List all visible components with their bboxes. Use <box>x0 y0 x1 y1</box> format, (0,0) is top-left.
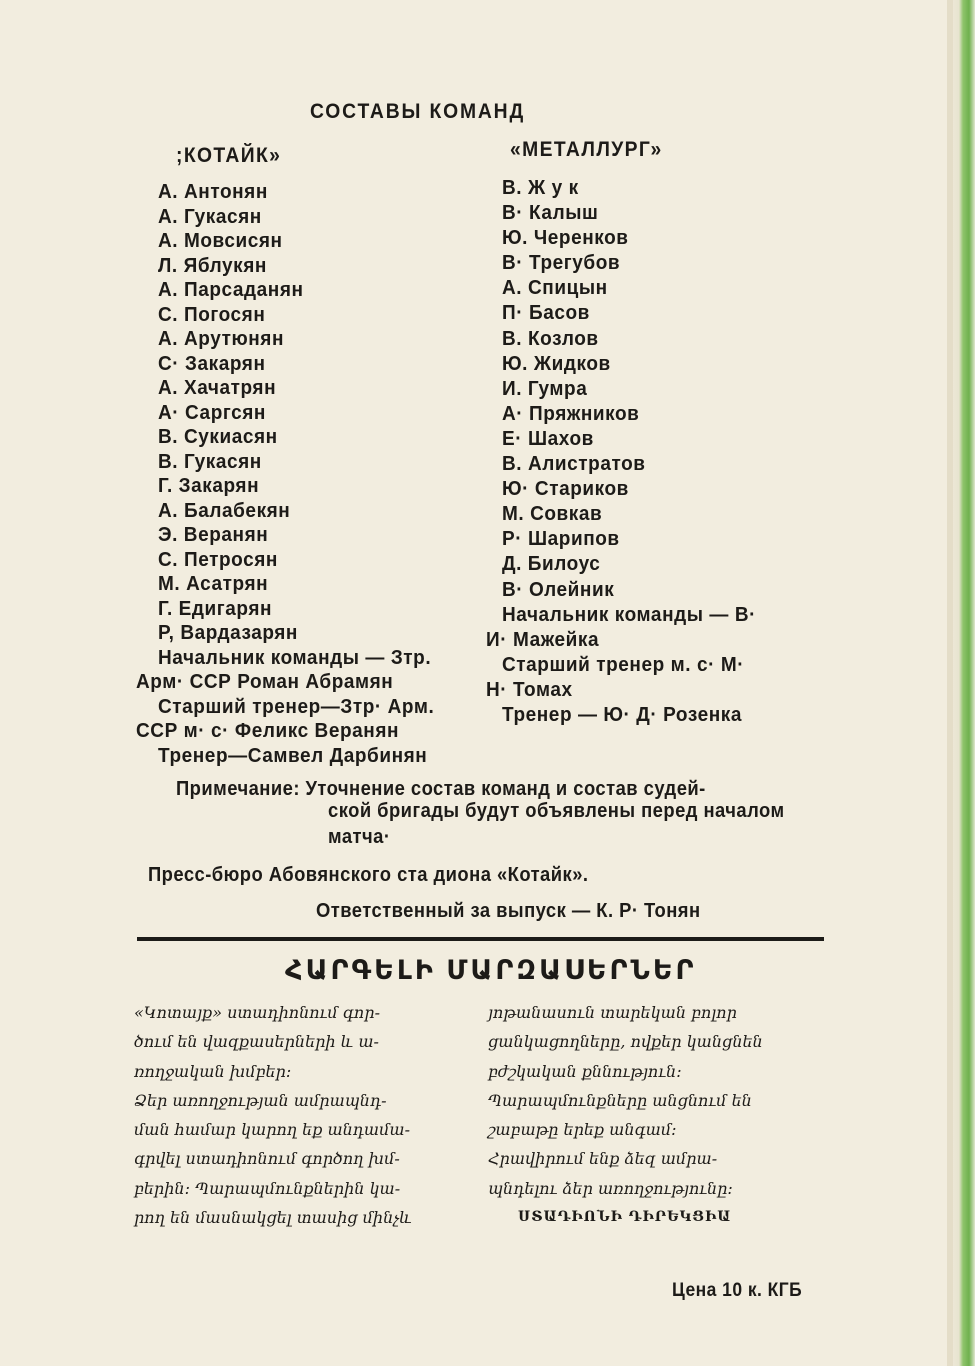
armenian-text-line: ռողջական խմբեր։ <box>134 1061 292 1081</box>
armenian-text-line: ման համար կարող եք անդամա- <box>134 1120 410 1140</box>
staff-line: Тренер—Самвел Дарбинян <box>158 744 428 767</box>
player-name: А· Саргсян <box>158 401 266 424</box>
page-title: СОСТАВЫ КОМАНД <box>310 100 526 123</box>
staff-line: Начальник команды — Зтр. <box>158 646 432 669</box>
responsible: Ответственный за выпуск — К. Р· Тонян <box>316 900 701 922</box>
player-name: Ю· Стариков <box>502 478 629 501</box>
player-name: А· Пряжников <box>502 402 640 425</box>
green-edge <box>953 0 975 1366</box>
staff-line: И· Мажейка <box>486 628 600 651</box>
metallurg-roster <box>486 176 769 728</box>
player-name: Л. Яблукян <box>158 254 267 277</box>
armenian-text-line: ծում են վազքասերների և ա- <box>134 1032 379 1052</box>
player-name: В. Козлов <box>502 327 599 350</box>
player-name: П· Басов <box>502 302 590 325</box>
player-name: А. Спицын <box>502 277 608 300</box>
note-line: Примечание: Уточнение состав команд и состав судей- <box>176 778 706 800</box>
player-name: В· Калыш <box>502 202 599 225</box>
kotayk-roster <box>136 180 449 768</box>
player-name: С. Погосян <box>158 303 266 326</box>
armenian-title: ՀԱՐԳԵԼԻ ՄԱՐԶԱՍԵՐՆԵՐ <box>285 955 697 985</box>
armenian-text-line: Հրավիրում ենք ձեզ ամրա- <box>488 1149 718 1169</box>
player-name: А. Парсаданян <box>158 279 304 301</box>
armenian-text-line: բերին։ Պարապմունքներին կա- <box>134 1178 401 1198</box>
divider <box>137 937 824 941</box>
staff-line: Начальник команды — В· <box>502 603 757 626</box>
player-name: В· Олейник <box>502 578 615 601</box>
press-bureau: Пресс-бюро Абовянского ста диона «Котайк». <box>148 864 589 886</box>
armenian-text-line: պնդելու ձեր առողջությունը։ <box>488 1178 733 1198</box>
armenian-right-column <box>488 998 833 1232</box>
price: Цена 10 к. КГБ <box>672 1280 803 1301</box>
armenian-text-line: բժշկական քննություն։ <box>488 1061 682 1081</box>
armenian-left-column <box>134 998 479 1232</box>
player-name: Р· Шарипов <box>502 528 620 551</box>
player-name: И. Гумра <box>502 377 588 400</box>
armenian-text-line: «Կոտայք» ստադիոնում գոր- <box>134 1003 380 1022</box>
note-line: ской бригады будут объявлены перед началом <box>328 800 785 822</box>
player-name: Е· Шахов <box>502 427 594 450</box>
armenian-text-line: Պարապմունքները անցնում են <box>488 1090 752 1110</box>
player-name: В. Сукиасян <box>158 426 278 448</box>
armenian-text-line: գրվել ստադիոնում գործող խմ- <box>134 1149 400 1169</box>
armenian-text-line: շաբաթը երեք անգամ։ <box>488 1120 677 1140</box>
staff-line: Старший тренер—Зтр· Арм. <box>158 695 435 718</box>
player-name: А. Антонян <box>158 181 268 203</box>
armenian-text-line: յոթանասուն տարեկան բոլոր <box>488 1003 737 1022</box>
player-name: С· Закарян <box>158 352 266 375</box>
player-name: Г. Закарян <box>158 475 260 497</box>
player-name: В. Гукасян <box>158 450 262 473</box>
player-name: В. Ж у к <box>502 177 579 199</box>
armenian-text-line: Ձեր առողջության ամրապնդ- <box>134 1090 387 1110</box>
player-name: В· Трегубов <box>502 252 621 275</box>
staff-line: ССР м· с· Феликс Веранян <box>136 720 400 742</box>
metallurg-heading: «МЕТАЛЛУРГ» <box>510 138 663 161</box>
player-name: Г. Едигарян <box>158 597 273 620</box>
player-name: Э. Веранян <box>158 524 269 546</box>
player-name: М. Совкав <box>502 503 603 526</box>
player-name: Д. Билоус <box>502 553 601 576</box>
armenian-text-line: րող են մասնակցել տասից մինչև <box>134 1208 412 1228</box>
player-name: А. Мовсисян <box>158 230 283 252</box>
player-name: С. Петросян <box>158 548 278 571</box>
player-name: Ю. Черенков <box>502 227 629 250</box>
player-name: А. Балабекян <box>158 499 291 522</box>
player-name: А. Гукасян <box>158 205 262 228</box>
player-name: В. Алистратов <box>502 453 646 476</box>
player-name: М. Асатрян <box>158 573 269 595</box>
kotayk-heading: ;КОТАЙК» <box>176 144 282 167</box>
armenian-signature: ՍՏԱԴԻՈՆԻ ԴԻՐԵԿՑԻԱ <box>518 1209 732 1226</box>
staff-line: Тренер — Ю· Д· Розенка <box>502 703 743 726</box>
staff-line: Арм· ССР Роман Абрамян <box>136 671 394 693</box>
player-name: Р, Вардазарян <box>158 622 298 644</box>
player-name: А. Хачатрян <box>158 377 277 399</box>
staff-line: Старший тренер м. с· М· <box>502 653 745 676</box>
armenian-text-line: ցանկացողները, ովքեր կանցնեն <box>488 1032 763 1052</box>
player-name: Ю. Жидков <box>502 352 611 375</box>
staff-line: Н· Томах <box>486 678 573 701</box>
note-line: матча· <box>328 826 391 848</box>
player-name: А. Арутюнян <box>158 328 285 350</box>
